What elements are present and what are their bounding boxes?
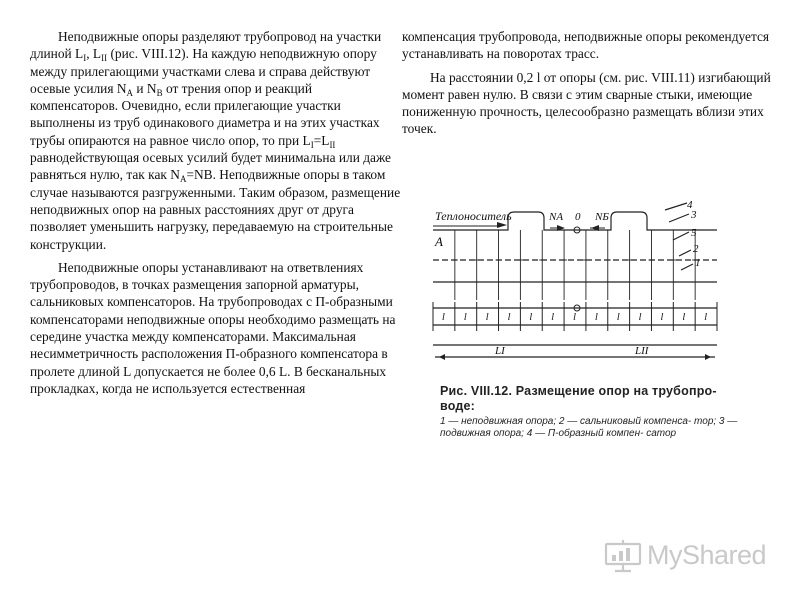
support-placement-diagram: [425, 200, 725, 375]
watermark-text: MyShared: [647, 540, 767, 570]
callout-3: 3: [691, 209, 697, 221]
paragraph-fixed-supports-placement: Неподвижные опоры устанавливают на ответвлениях трубопроводов, в точках размещения запорной арматуры, сальниковых компенсаторов. На трубопроводах с П-образными компенсаторами неподвижные опоры необходимо размещать на середине участка между компенсаторами. Максимальная несимметричность расположения П-образного компенсатора в пролете длиной L допускается не более 0,6 L. В бесканальных прокладках, когда не используется естественная: [30, 259, 396, 396]
span-label: l: [660, 311, 664, 323]
span-label: l: [441, 311, 445, 323]
span-labels-group: [442, 311, 707, 323]
lii-arrow-right-icon: [705, 354, 711, 360]
li-label: LI: [495, 345, 505, 357]
span-label: l: [682, 311, 686, 323]
span-label: l: [529, 311, 533, 323]
span-label: l: [573, 311, 577, 323]
callout-leaders: [669, 214, 693, 270]
callout-5: 5: [691, 227, 697, 239]
paragraph-bending-moment: На расстоянии 0,2 l от опоры (см. рис. VIII.11) изгибающий момент равен нулю. В связи с этим сварные стыки, имеющие пониженную прочность, целесообразно размещать вблизи этих точек.: [402, 69, 771, 137]
myshared-watermark: [603, 538, 773, 574]
lii-label: LII: [635, 345, 649, 357]
paragraph-fixed-supports-division: Неподвижные опоры разделяют трубопровод на участки длиной $L_I$, $L_{II}$ (рис. VIII.12). На каждую неподвижную опору между прилегающими участками слева и справа действуют осевые усилия $N_A$ и $N_B$ от трения опор и реакций компенсаторов. Очевидно, если прилегающие участки выполнены из труб одинакового диаметра и на этих участках трубы опираются на равное число опор, то при $L_I=L_{II}$ равнодействующая осевых усилий будет минимальна или даже равняться нулю, так как $N_A=NB$. Неподвижные опоры в таком случае называются разгруженными. Таким образом, размещение неподвижных опор на равных расстояниях друг от друга позволяет уменьшить нагрузку, передаваемую на строительные конструкции.: [30, 29, 401, 252]
paragraph-compensation-continuation: компенсация трубопровода, неподвижные опоры рекомендуется устанавливать на поворотах трасс.: [402, 29, 770, 62]
span-label: l: [616, 311, 620, 323]
span-label: l: [507, 311, 511, 323]
callout-4: 4: [687, 200, 693, 211]
caption-legend: 1 — неподвижная опора; 2 — сальниковый компенса- тор; 3 — подвижная опора; 4 — П-образный компен- сатор: [440, 416, 738, 439]
span-label: l: [485, 311, 489, 323]
left-text-column: [30, 28, 402, 403]
span-label: l: [551, 311, 555, 323]
na-label: NA: [549, 211, 564, 223]
flow-label: Теплоноситель: [435, 209, 512, 223]
right-text-column: [402, 28, 778, 144]
support-lines-group: [452, 230, 698, 300]
callout-2: 2: [693, 243, 699, 255]
span-label: l: [704, 311, 708, 323]
nb-label: NБ: [595, 211, 609, 223]
span-label: l: [638, 311, 642, 323]
span-label: l: [594, 311, 598, 323]
zero-label: 0: [575, 211, 581, 223]
callout-1: 1: [695, 257, 701, 269]
compensator-4-leader: [665, 203, 687, 210]
caption-title: Рис. VIII.12. Размещение опор на трубопро- воде:: [440, 384, 717, 413]
point-a-label: A: [435, 234, 443, 249]
span-label: l: [463, 311, 467, 323]
li-arrow-left-icon: [439, 354, 445, 360]
presentation-board-icon: [603, 539, 643, 573]
figure-caption: [440, 384, 750, 440]
